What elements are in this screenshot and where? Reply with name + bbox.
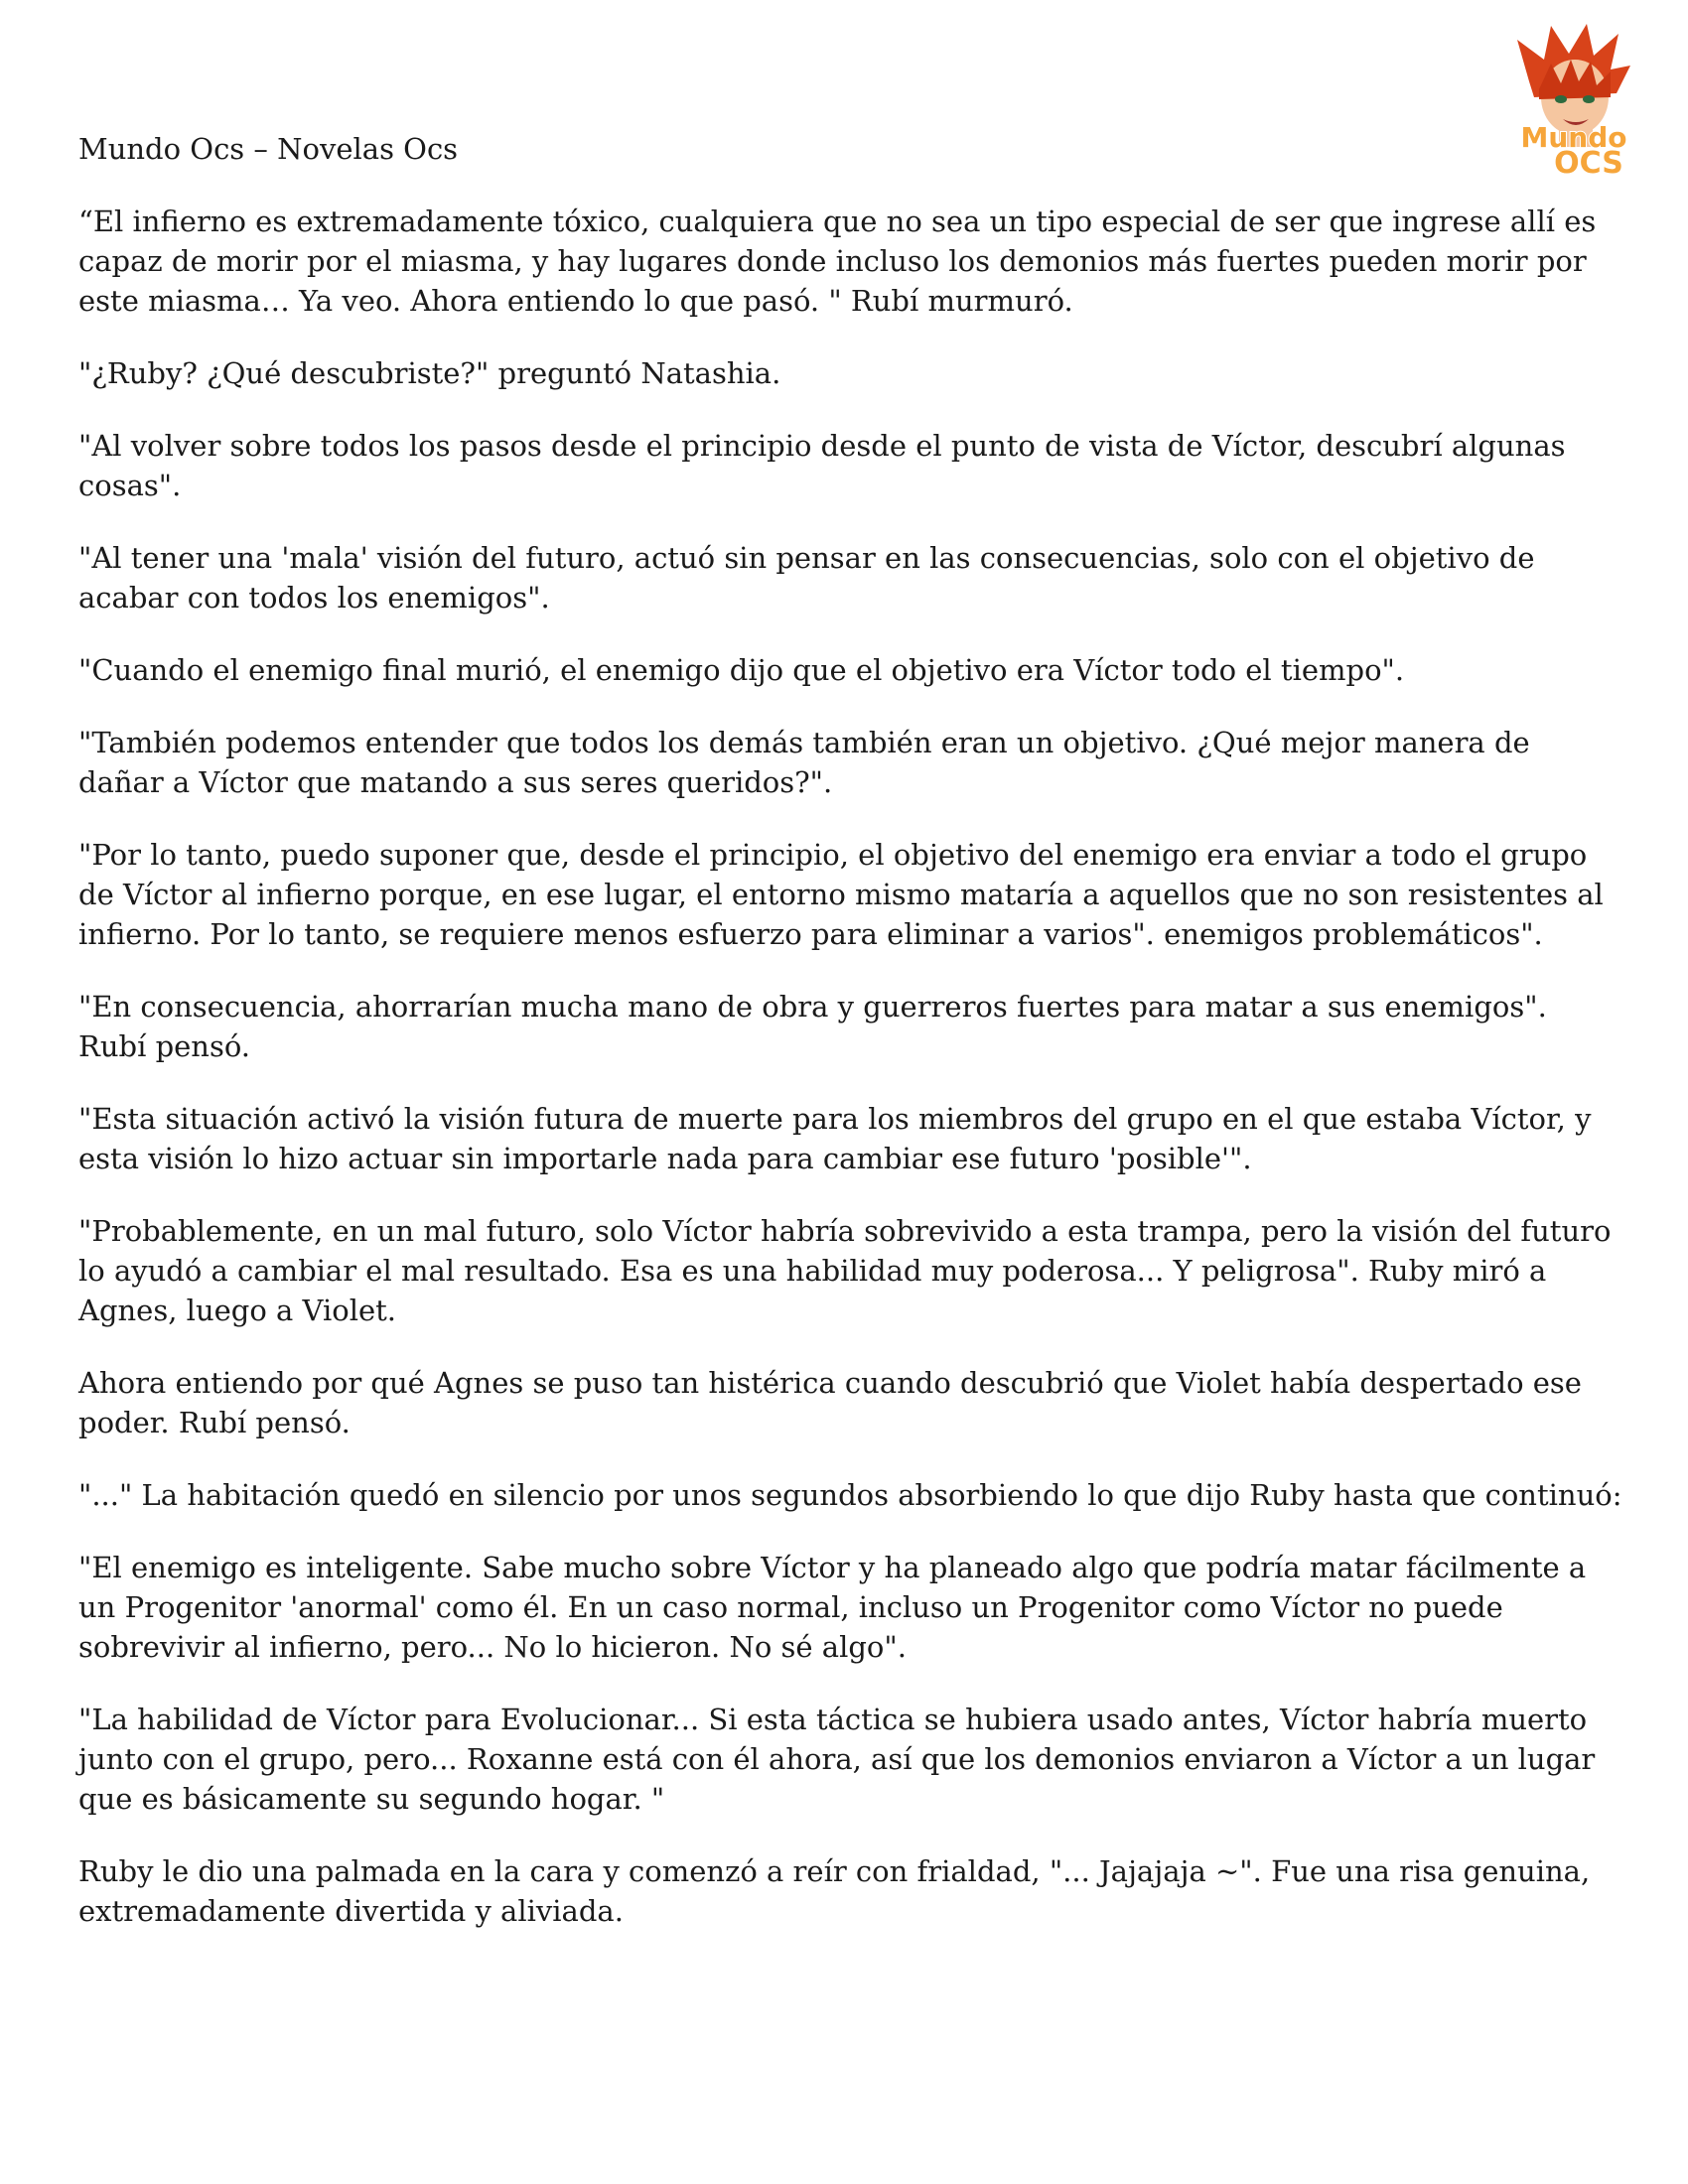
paragraph: "Cuando el enemigo final murió, el enemigo dijo que el objetivo era Víctor todo el tiempo". (78, 653, 1405, 687)
paragraph: "Esta situación activó la visión futura de muerte para los miembros del grupo en el que estaba Víctor, y esta visión lo hizo actuar sin importarle nada para cambiar ese futuro 'posible'". (78, 1102, 1592, 1175)
paragraph: "..." La habitación quedó en silencio por unos segundos absorbiendo lo que dijo Ruby hasta que continuó: (78, 1478, 1622, 1512)
paragraph: Ruby le dio una palmada en la cara y comenzó a reír con frialdad, "... Jajajaja ~". Fue una risa genuina, extremadamente divertida y aliviada. (78, 1854, 1591, 1928)
chapter-text (78, 202, 1622, 1964)
svg-text:Mundo: Mundo (1520, 121, 1627, 154)
paragraph: Ahora entiendo por qué Agnes se puso tan histérica cuando descubrió que Violet había despertado ese poder. Rubí pensó. (78, 1366, 1582, 1439)
paragraph: "Por lo tanto, puedo suponer que, desde el principio, el objetivo del enemigo era enviar a todo el grupo de Víctor al infierno porque, en ese lugar, el entorno mismo mataría a aquellos que no son resistentes al infierno. Por lo tanto, se requiere menos esfuerzo para eliminar a varios". enemigos problemáticos". (78, 838, 1604, 951)
paragraph: "Probablemente, en un mal futuro, solo Víctor habría sobrevivido a esta trampa, pero la visión del futuro lo ayudó a cambiar el mal resultado. Esa es una habilidad muy poderosa... Y peligrosa". Ruby miró a Agnes, luego a Violet. (78, 1214, 1612, 1327)
paragraph: "En consecuencia, ahorrarían mucha mano de obra y guerreros fuertes para matar a sus enemigos". Rubí pensó. (78, 990, 1547, 1063)
paragraph: "¿Ruby? ¿Qué descubriste?" preguntó Natashia. (78, 356, 781, 390)
paragraph: “El infierno es extremadamente tóxico, cualquiera que no sea un tipo especial de ser que ingrese allí es capaz de morir por el miasma, y hay lugares donde incluso los demonios más fuertes pueden morir por este miasma… Ya veo. Ahora entiendo lo que pasó. " Rubí murmuró. (78, 205, 1597, 318)
paragraph: "La habilidad de Víctor para Evolucionar... Si esta táctica se hubiera usado antes, Víctor habría muerto junto con el grupo, pero... Roxanne está con él ahora, así que los demonios enviaron a Víctor a un lugar que es básicamente su segundo hogar. " (78, 1703, 1596, 1816)
mundo-ocs-logo (1499, 20, 1648, 179)
paragraph: "También podemos entender que todos los demás también eran un objetivo. ¿Qué mejor manera de dañar a Víctor que matando a sus seres queridos?". (78, 726, 1530, 799)
svg-text:OCS: OCS (1554, 146, 1623, 179)
site-title: Mundo Ocs – Novelas Ocs (78, 132, 459, 166)
paragraph: "Al volver sobre todos los pasos desde el principio desde el punto de vista de Víctor, descubrí algunas cosas". (78, 429, 1566, 502)
paragraph: "Al tener una 'mala' visión del futuro, actuó sin pensar en las consecuencias, solo con el objetivo de acabar con todos los enemigos". (78, 541, 1535, 614)
paragraph: "El enemigo es inteligente. Sabe mucho sobre Víctor y ha planeado algo que podría matar fácilmente a un Progenitor 'anormal' como él. En un caso normal, incluso un Progenitor como Víctor no puede sobrevivir al infierno, pero... No lo hicieron. No sé algo". (78, 1551, 1587, 1664)
